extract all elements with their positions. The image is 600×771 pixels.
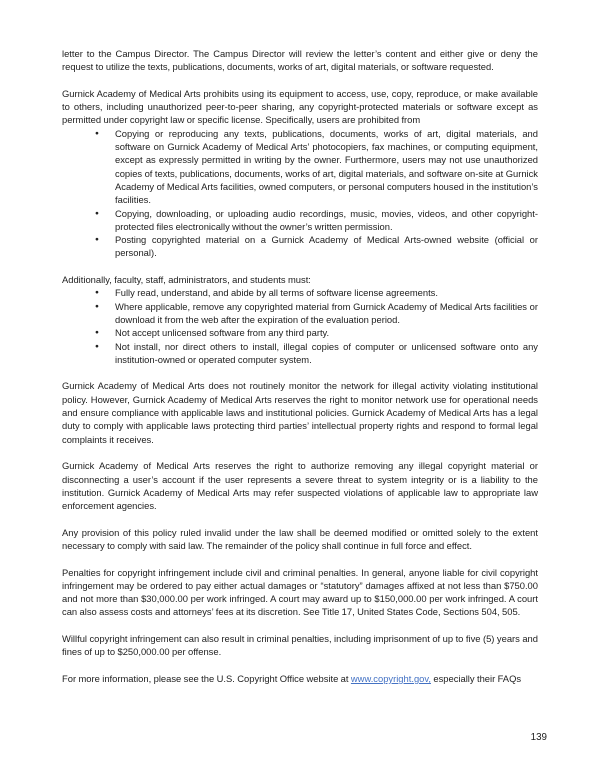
list-item — [62, 340, 538, 367]
bullet-icon: ● — [95, 302, 99, 310]
list-item — [62, 127, 538, 207]
list-item-text: Posting copyrighted material on a Gurnick Academy of Medical Arts-owned website (official or personal). — [115, 234, 538, 259]
paragraph-willful-infringement: Willful copyright infringement can also result in criminal penalties, including imprisonment of up to five (5) years and fines of up to $250,000.00 per offense. — [62, 633, 538, 658]
bullet-icon: ● — [95, 236, 99, 244]
paragraph-penalties: Penalties for copyright infringement include civil and criminal penalties. In general, anyone liable for civil copyright infringement may be ordered to pay either actual damages or “statutory” damages affixed at not less than $750.00 and not more than $30,000.00 per work infringed. A court may award up to $150,000.00 per work infringed. A court can also assess costs and attorneys’ fees at its discretion. See Title 17, United States Code, Sections 504, 505. — [62, 566, 538, 618]
list-item — [62, 207, 538, 234]
list-item-text: Where applicable, remove any copyrighted material from Gurnick Academy of Medical Arts facilities or download it from the web after the expiration of the evaluation period. — [115, 300, 538, 325]
copyright-gov-link[interactable]: www.copyright.gov, — [350, 672, 431, 684]
bullet-icon: ● — [95, 329, 99, 337]
page-number: 139 — [530, 732, 547, 743]
paragraph-removal-rights: Gurnick Academy of Medical Arts reserves the right to authorize removing any illegal copyright material or disconnecting a user’s account if the user represents a severe threat to system integrity or is a liability to the institution. Gurnick Academy of Medical Arts may refer suspected violations of applicable law to appropriate law enforcement agencies. — [62, 460, 538, 512]
paragraph-monitoring: Gurnick Academy of Medical Arts does not routinely monitor the network for illegal activity violating institutional policy. However, Gurnick Academy of Medical Arts reserves the right to monitor network use for operational needs and ensure compliance with applicable laws and institutional policies. Gurnick Academy of Medical Arts has a legal duty to comply with applicable laws protecting third parties’ intellectual property rights and respond to formal legal complaints it receives. — [62, 380, 538, 445]
list-item — [62, 233, 538, 260]
paragraph-more-info — [62, 672, 538, 685]
list-item-text: Fully read, understand, and abide by all terms of software license agreements. — [115, 287, 438, 299]
paragraph-prohibits: Gurnick Academy of Medical Arts prohibits using its equipment to access, use, copy, reproduce, or make available to others, including unauthorized peer-to-peer sharing, any copyright-protected materials or software except as permitted under copyright law or specific license. Specifically, users are prohibited from — [62, 87, 538, 126]
requirements-list — [62, 286, 538, 366]
list-item-text: Copying or reproducing any texts, publications, documents, works of art, digital materials, and software on Gurnick Academy of Medical Arts’ photocopiers, fax machines, or computing equipment, except as expressly permitted in writing by the owner. Furthermore, users may not use unauthorized copies of texts, publications, documents, works of art, digital materials, and software on-site at Gurnick Academy of Medical Arts facilities, owned computers, or personal computers housed in the institution’s facilities. — [115, 127, 538, 206]
more-info-suffix: especially their FAQs — [430, 672, 522, 684]
bullet-icon: ● — [95, 342, 99, 350]
paragraph-additionally: Additionally, faculty, staff, administrators, and students must: — [62, 274, 311, 286]
list-item-text: Copying, downloading, or uploading audio recordings, music, movies, videos, and other copyright-protected files electronically without the owner’s written permission. — [115, 207, 538, 232]
document-body — [62, 47, 538, 685]
bullet-icon: ● — [95, 209, 99, 217]
paragraph-intro: letter to the Campus Director. The Campus Director will review the letter’s content and either give or deny the request to utilize the texts, publications, documents, works of art, digital materials, or software requested. — [62, 48, 538, 73]
list-item — [62, 300, 538, 327]
more-info-prefix: For more information, please see the U.S. Copyright Office website at — [62, 672, 351, 684]
prohibited-actions-list — [62, 127, 538, 260]
paragraph-severability: Any provision of this policy ruled invalid under the law shall be deemed modified or omitted solely to the extent necessary to comply with said law. The remainder of the policy shall continue in full force and effect. — [62, 526, 538, 551]
list-item — [62, 326, 538, 339]
list-item-text: Not accept unlicensed software from any third party. — [115, 327, 330, 339]
bullet-icon: ● — [95, 129, 99, 137]
bullet-icon: ● — [95, 289, 99, 297]
list-item-text: Not install, nor direct others to install, illegal copies of computer or unlicensed software onto any institution-owned or operated computer system. — [115, 340, 538, 365]
list-item — [62, 286, 538, 299]
